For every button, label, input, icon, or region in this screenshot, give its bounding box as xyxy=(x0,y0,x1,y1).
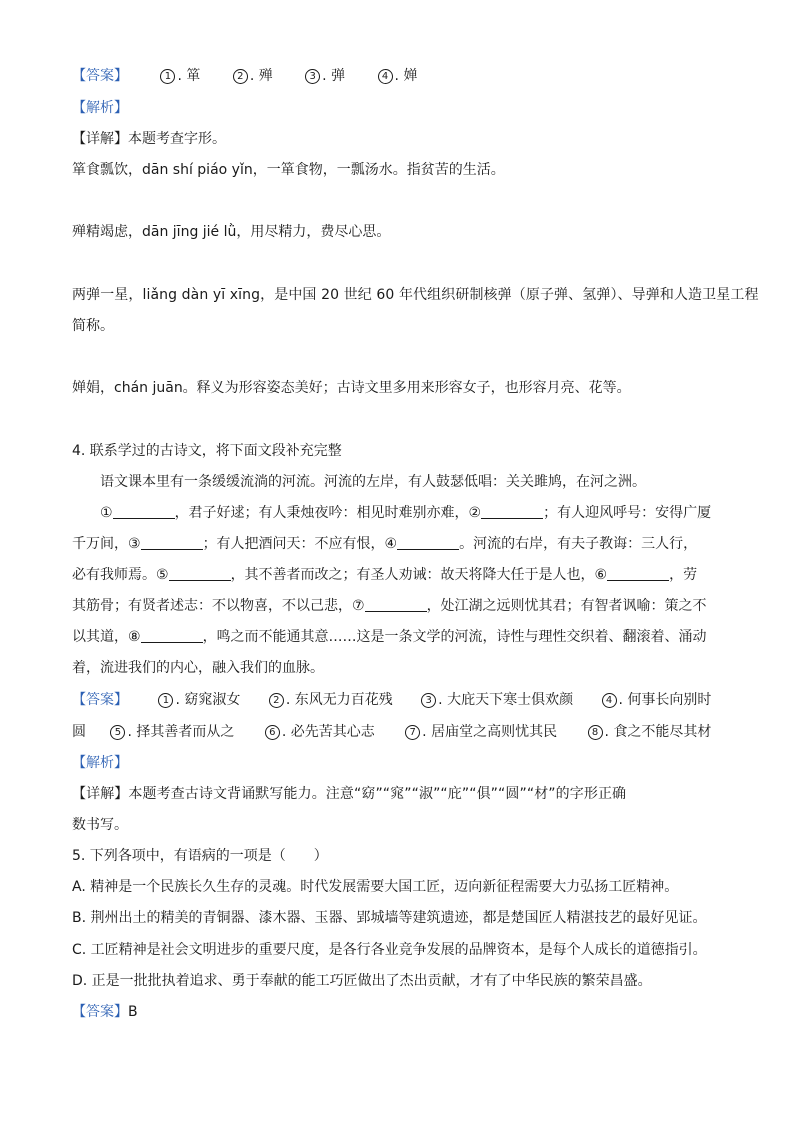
q3-explain-line-4: 简称。 xyxy=(72,318,114,334)
q4-answer-row-2 xyxy=(72,722,728,742)
q4-answer-6: 6 . 必先苦其心志 xyxy=(265,722,375,742)
blank-2 xyxy=(481,504,543,519)
circled-number-1: 1 xyxy=(158,693,173,708)
blank-1 xyxy=(113,504,175,519)
analysis-label: 【解析】 xyxy=(72,100,128,116)
q3-answer-3: 3 . 弹 xyxy=(305,66,345,86)
q3-detail-text: 本题考查字形。 xyxy=(128,131,226,147)
detail-label: 【详解】 xyxy=(72,131,128,147)
blank-6 xyxy=(607,566,669,581)
blank-5 xyxy=(169,566,231,581)
q5-stem: 5. 下列各项中，有语病的一项是（ ） xyxy=(72,848,328,864)
q4-answer-8: 8 . 食之不能尽其材 xyxy=(588,722,712,742)
q4-detail xyxy=(72,784,728,804)
q5-option-b: B. 荆州出土的精美的青铜器、漆木器、玉器、郢城墙等建筑遗迹，都是楚国匠人精湛技艺的最好见证。 xyxy=(72,910,707,926)
circled-number-8: 8 xyxy=(588,725,603,740)
answer-label: 【答案】 xyxy=(72,1004,128,1020)
circled-number-3: 3 xyxy=(421,693,436,708)
circled-number-6: 6 xyxy=(265,725,280,740)
blank-3 xyxy=(141,535,203,550)
circled-number-1: 1 xyxy=(160,69,175,84)
q3-answer-row xyxy=(72,66,728,86)
q4-paragraph-line-3: 千万间，③ ；有人把酒问天：不应有恨，④ 。河流的右岸，有夫子教诲：三人行， xyxy=(72,536,698,552)
q3-answer-2: 2 . 殚 xyxy=(233,66,273,86)
q3-explain-line-2: 殚精竭虑，dān jīng jié lǜ，用尽精力，费尽心思。 xyxy=(72,224,391,240)
q4-paragraph-line-7: 着，流进我们的内心，融入我们的血脉。 xyxy=(72,660,324,676)
q3-explain-line-1: 箪食瓢饮，dān shí piáo yǐn，一箪食物，一瓢汤水。指贫苦的生活。 xyxy=(72,162,505,178)
q3-explain-line-5: 婵娟，chán juān。释义为形容姿态美好；古诗文里多用来形容女子，也形容月亮、花等。 xyxy=(72,380,631,396)
q4-answer-5: 5 . 择其善者而从之 xyxy=(110,722,234,742)
q5-answer-row xyxy=(72,1002,728,1022)
blank-8 xyxy=(141,628,203,643)
circled-number-2: 2 xyxy=(233,69,248,84)
q5-answer-value: B xyxy=(128,1004,138,1020)
q4-stem: 4. 联系学过的古诗文，将下面文段补充完整 xyxy=(72,443,342,459)
q5-option-a: A. 精神是一个民族长久生存的灵魂。时代发展需要大国工匠，迈向新征程需要大力弘扬工匠精神。 xyxy=(72,879,679,895)
q4-detail-line-2: 数书写。 xyxy=(72,817,128,833)
circled-number-3: 3 xyxy=(305,69,320,84)
circled-number-4: 4 xyxy=(378,69,393,84)
q4-paragraph-line-6: 以其道，⑧ ，鸣之而不能通其意……这是一条文学的河流，诗性与理性交织着、翻滚着、涌动 xyxy=(72,629,707,645)
q4-answer-3: 3 . 大庇天下寒士俱欢颜 xyxy=(421,690,573,710)
q3-detail xyxy=(72,129,728,149)
q4-answer-row-1 xyxy=(72,690,728,710)
analysis-label: 【解析】 xyxy=(72,755,128,771)
q3-answer-1: 1 . 箪 xyxy=(160,66,200,86)
q4-paragraph-line-5: 其筋骨；有贤者述志：不以物喜，不以己悲，⑦ ，处江湖之远则忧其君；有智者讽喻：策之不 xyxy=(72,598,707,614)
q3-explain-line-3: 两弹一星，liǎng dàn yī xīng，是中国 20 世纪 60 年代组织研制核弹（原子弹、氢弹）、导弹和人造卫星工程 xyxy=(72,287,759,303)
q4-paragraph-line-4: 必有我师焉。⑤ ，其不善者而改之；有圣人劝诫：故天将降大任于是人也，⑥ ，劳 xyxy=(72,567,698,583)
circled-number-2: 2 xyxy=(269,693,284,708)
q4-answer-4-continued: 圆 xyxy=(72,724,86,740)
circled-number-7: 7 xyxy=(405,725,420,740)
q4-paragraph-line-2: ① ，君子好逑；有人秉烛夜吟：相见时难别亦难，② ；有人迎风呼号：安得广厦 xyxy=(100,505,712,521)
circled-number-5: 5 xyxy=(110,725,125,740)
detail-label: 【详解】 xyxy=(72,786,129,802)
blank-7 xyxy=(365,597,427,612)
q4-answer-4: 4 . 何事长向别时 xyxy=(602,690,712,710)
answer-label: 【答案】 xyxy=(72,68,128,84)
q4-paragraph-line-1: 语文课本里有一条缓缓流淌的河流。河流的左岸，有人鼓瑟低唱：关关雎鸠，在河之洲。 xyxy=(100,474,646,490)
q5-option-c: C. 工匠精神是社会文明进步的重要尺度，是各行各业竞争发展的品牌资本，是每个人成长的道德指引。 xyxy=(72,942,707,958)
q4-detail-text: 本题考查古诗文背诵默写能力。注意“窈”“窕”“淑”“庇”“俱”“圆”“材”的字形正确 xyxy=(128,786,627,802)
q5-option-d: D. 正是一批批执着追求、勇于奉献的能工巧匠做出了杰出贡献，才有了中华民族的繁荣昌盛。 xyxy=(72,973,652,989)
q4-answer-7: 7 . 居庙堂之高则忧其民 xyxy=(405,722,557,742)
q4-answer-1: 1 . 窈窕淑女 xyxy=(158,690,240,710)
q4-answer-2: 2 . 东风无力百花残 xyxy=(269,690,393,710)
answer-label: 【答案】 xyxy=(72,692,128,708)
circled-number-4: 4 xyxy=(602,693,617,708)
blank-4 xyxy=(397,535,459,550)
q3-answer-4: 4 . 婵 xyxy=(378,66,418,86)
